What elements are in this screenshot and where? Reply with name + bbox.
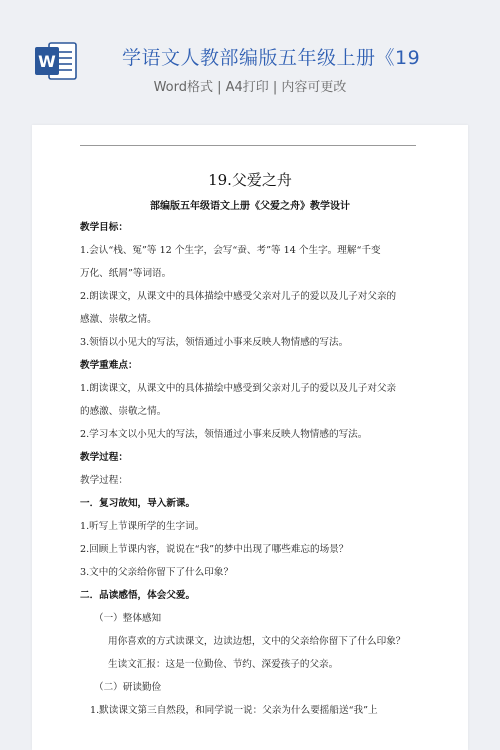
text-line: 1.朗读课文，从课文中的具体描绘中感受到父亲对儿子的爱以及儿子对父亲 xyxy=(80,383,397,394)
header-divider xyxy=(80,145,416,146)
section-heading: 教学重难点： xyxy=(80,360,138,371)
subsection-heading: （一）整体感知 xyxy=(94,613,162,624)
text-line: 1.默读课文第三自然段，和同学说一说：父亲为什么要摇船送“我”上 xyxy=(90,705,378,716)
text-line: 3.领悟以小见大的写法，领悟通过小事来反映人物情感的写法。 xyxy=(80,337,349,348)
text-line: 2.学习本文以小见大的写法，领悟通过小事来反映人物情感的写法。 xyxy=(80,429,368,440)
page-header xyxy=(0,0,500,118)
text-line: 2.朗读课文，从课文中的具体描绘中感受父亲对儿子的爱以及儿子对父亲的 xyxy=(80,291,397,302)
word-icon-letter: W xyxy=(38,52,56,71)
page-title: 学语文人教部编版五年级上册《19 xyxy=(122,47,421,69)
section-heading: 一．复习故知，导入新课。 xyxy=(80,498,196,509)
format-info: Word格式 | A4打印 | 内容可更改 xyxy=(153,80,347,95)
text-line: 感激、崇敬之情。 xyxy=(80,314,157,325)
text-line: 1.会认“栈、冤”等 12 个生字，会写“蚕、考”等 14 个生字。理解“千变 xyxy=(80,245,381,256)
text-line: 1.听写上节课所学的生字词。 xyxy=(80,521,205,532)
section-heading: 二．品读感悟，体会父爱。 xyxy=(80,590,196,601)
section-heading: 教学过程： xyxy=(80,452,128,463)
subsection-heading: （二）研读勤俭 xyxy=(94,682,162,693)
text-line: 教学过程： xyxy=(80,475,128,486)
text-line: 生读文汇报：这是一位勤俭、节约、深爱孩子的父亲。 xyxy=(108,659,339,670)
text-line: 2.回顾上节课内容，说说在“我”的梦中出现了哪些难忘的场景？ xyxy=(80,544,349,555)
text-line: 3.文中的父亲给你留下了什么印象？ xyxy=(80,567,234,578)
document-page xyxy=(32,125,468,750)
document-subtitle: 部编版五年级语文上册《父爱之舟》教学设计 xyxy=(150,201,350,212)
document-title: 19.父爱之舟 xyxy=(208,171,292,189)
section-heading: 教学目标： xyxy=(80,222,128,233)
text-line: 的感激、崇敬之情。 xyxy=(80,406,167,417)
text-line: 用你喜欢的方式读课文，边读边想，文中的父亲给你留下了什么印象？ xyxy=(108,636,406,647)
text-line: 万化、纸屑”等词语。 xyxy=(80,268,172,279)
document-body xyxy=(80,216,424,722)
